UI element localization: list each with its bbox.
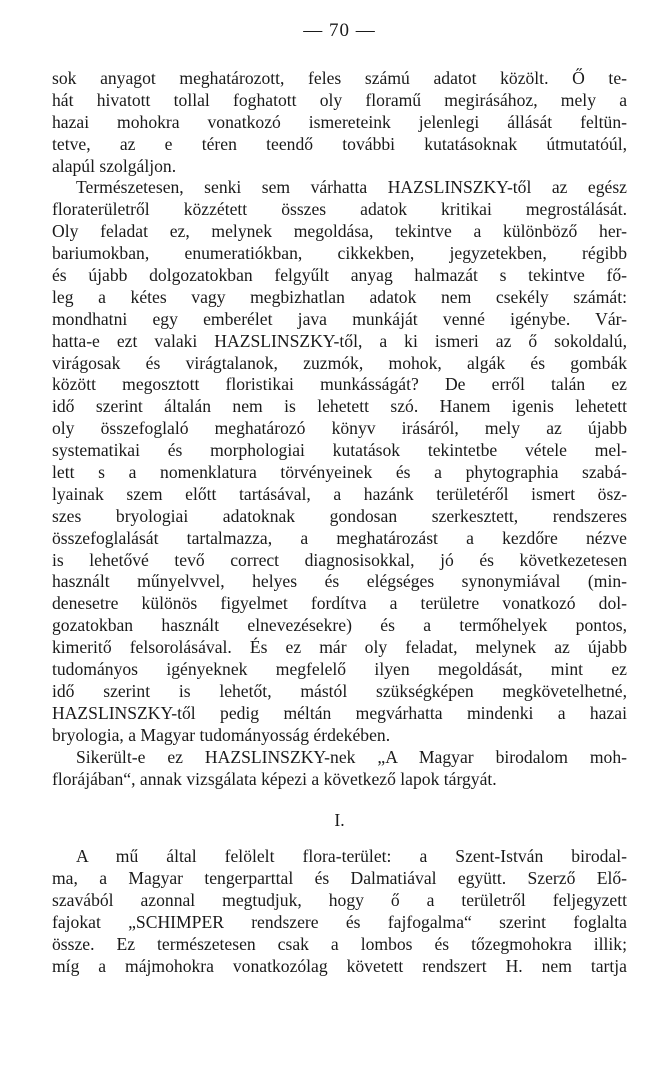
text-line: míg a májmohokra vonatkozólag követett rendszert H. nem tartja <box>52 955 627 976</box>
text-line: denesetre különös figyelmet fordítva a területre vonatkozó dol- <box>52 593 627 614</box>
paragraph-4 <box>52 846 627 977</box>
text-line: is lehetővé tevő correct diagnosisokkal, jó és következetesen <box>52 549 627 570</box>
text-line: összefoglalását tartalmazza, a meghatározást a kezdőre nézve <box>52 527 627 548</box>
text-line: és újabb dolgozatokban felgyűlt anyag halmazát s tekintve fő- <box>52 265 627 286</box>
text-line: HAZSLINSZKY-től pedig méltán megvárhatta mindenki a hazai <box>52 702 627 723</box>
text-line: mondhatni egy emberélet java munkáját venné igénybe. Vár- <box>52 308 627 329</box>
text-line: leg a kétes vagy megbizhatlan adatok nem csekély számát: <box>52 286 627 307</box>
paragraph-3 <box>52 747 627 791</box>
text-line: hatta-e ezt valaki HAZSLINSZKY-től, a ki ismeri az ő sokoldalú, <box>52 330 627 351</box>
text-line: A mű által felölelt flora-terület: a Szent-István birodal- <box>76 846 627 867</box>
text-line: kimeritő felsorolásával. És ez már oly feladat, melynek az újabb <box>52 637 627 658</box>
text-line: lyainak szem előtt tartásával, a hazánk területéről ismert ösz- <box>52 483 627 504</box>
text-line: oly összefoglaló meghatározó könyv irásáról, mely az újabb <box>52 418 627 439</box>
text-line: bryologia, a Magyar tudományosság érdekében. <box>52 724 391 745</box>
text-line: idő szerint is lehetőt, mástól szükségképen megkövetelhetné, <box>52 680 627 701</box>
paragraph-2 <box>52 177 627 746</box>
text-line: Természetesen, senki sem várhatta HAZSLINSZKY-től az egész <box>76 177 627 198</box>
text-line: szes bryologiai adatoknak gondosan szerkesztett, rendszeres <box>52 505 627 526</box>
text-line: tetve, az e téren teendő további kutatásoknak útmutatóúl, <box>52 133 627 154</box>
text-line: össze. Ez természetesen csak a lombos és tőzegmohokra illik; <box>52 933 627 954</box>
text-line: Oly feladat ez, melynek megoldása, tekintve a különböző her- <box>52 221 627 242</box>
section-heading: I. <box>334 810 345 831</box>
text-line: fajokat „SCHIMPER rendszere és fajfogalma“ szerint foglalta <box>52 911 627 932</box>
text-line: között megosztott floristikai munkásságát? De erről talán ez <box>52 374 627 395</box>
text-line: tudományos igényeknek megfelelő ilyen megoldását, mint ez <box>52 659 627 680</box>
text-line: florájában“, annak vizsgálata képezi a következő lapok tárgyát. <box>52 768 497 789</box>
text-line: systematikai és morphologiai kutatások tekintetbe vétele mel- <box>52 440 627 461</box>
text-line: gozatokban használt elnevezésekre) és a termőhelyek pontos, <box>52 615 627 636</box>
page-number: — 70 — <box>303 20 376 41</box>
text-line: idő szerint általán nem is lehetett szó. Hanem igenis lehetett <box>52 396 627 417</box>
text-line: sok anyagot meghatározott, feles számú adatot közölt. Ő te- <box>52 68 627 88</box>
text-line: lett s a nomenklatura törvényeinek és a phytographia szabá- <box>52 462 627 483</box>
text-line: virágosak és virágtalanok, zuzmók, mohok, algák és gombák <box>52 352 627 373</box>
text-line: szavából azonnal megtudjuk, hogy ő a területről feljegyzett <box>52 890 627 911</box>
text-line: hazai mohokra vonatkozó ismereteink jelenlegi állását feltün- <box>52 111 627 132</box>
paragraph-1 <box>52 68 627 177</box>
text-line: használt műnyelvvel, helyes és elégséges synonymiával (min- <box>52 571 627 592</box>
text-line: hát hivatott tollal foghatott oly floramű megirásához, mely a <box>52 89 627 110</box>
text-line: ma, a Magyar tengerparttal és Dalmatiával együtt. Szerző Elő- <box>52 868 627 889</box>
text-line: bariumokban, enumeratiókban, cikkekben, jegyzetekben, régibb <box>52 243 627 264</box>
document-page <box>52 20 627 978</box>
text-line: Sikerült-e ez HAZSLINSZKY-nek „A Magyar birodalom moh- <box>76 746 627 767</box>
text-line: floraterületről közzétett összes adatok kritikai megrostálását. <box>52 199 627 220</box>
text-line: alapúl szolgáljon. <box>52 155 177 176</box>
